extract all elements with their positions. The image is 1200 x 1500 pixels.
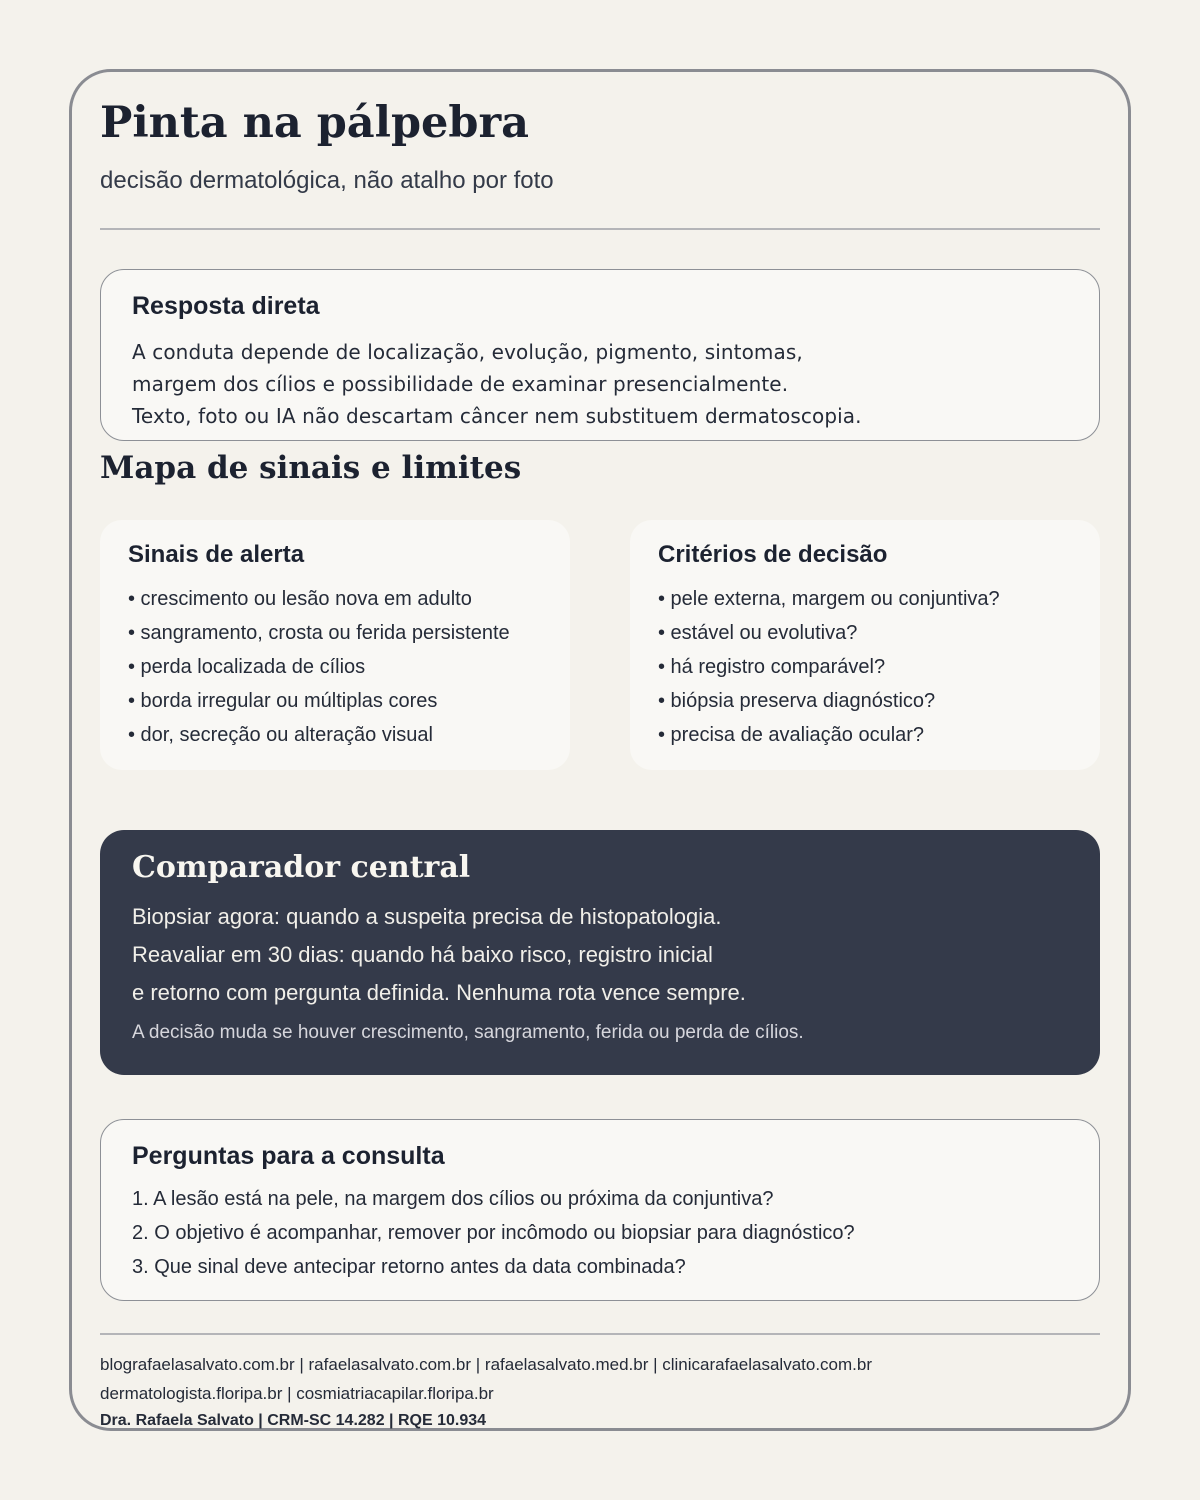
list-item: • estável ou evolutiva? — [658, 622, 858, 644]
author-signature: Dra. Rafaela Salvato | CRM-SC 14.282 | RQE 10.934 — [100, 1412, 487, 1429]
direct-answer-title: Resposta direta — [132, 292, 320, 320]
comparator-note: A decisão muda se houver crescimento, sangramento, ferida ou perda de cílios. — [132, 1022, 804, 1043]
direct-answer-line: margem dos cílios e possibilidade de examinar presencialmente. — [132, 372, 789, 396]
direct-answer-text — [132, 336, 862, 432]
list-item: • biópsia preserva diagnóstico? — [658, 690, 936, 712]
comparator-text — [132, 898, 746, 1012]
direct-answer-line: Texto, foto ou IA não descartam câncer nem substituem dermatoscopia. — [132, 404, 862, 428]
list-item: • borda irregular ou múltiplas cores — [128, 690, 438, 712]
comparator-line: e retorno com pergunta definida. Nenhuma rota vence sempre. — [132, 980, 746, 1005]
list-item: 3. Que sinal deve antecipar retorno antes da data combinada? — [132, 1256, 686, 1278]
footer-links-line: blografaelasalvato.com.br | rafaelasalvato.com.br | rafaelasalvato.med.br | clinicarafaelasalvato.com.br — [100, 1355, 873, 1374]
header-divider — [100, 228, 1100, 230]
map-section-title: Mapa de sinais e limites — [100, 450, 522, 486]
list-item: • crescimento ou lesão nova em adulto — [128, 588, 472, 610]
comparator-title: Comparador central — [132, 850, 471, 885]
list-item: • dor, secreção ou alteração visual — [128, 724, 433, 746]
list-item: • há registro comparável? — [658, 656, 886, 678]
consultation-questions-list — [132, 1182, 855, 1284]
list-item: 2. O objetivo é acompanhar, remover por incômodo ou biopsiar para diagnóstico? — [132, 1222, 855, 1244]
direct-answer-line: A conduta depende de localização, evolução, pigmento, sintomas, — [132, 340, 803, 364]
list-item: • precisa de avaliação ocular? — [658, 724, 925, 746]
decision-criteria-title: Critérios de decisão — [658, 541, 888, 568]
direct-answer-card — [100, 269, 1100, 441]
comparator-line: Reavaliar em 30 dias: quando há baixo risco, registro inicial — [132, 942, 713, 967]
page-subtitle: decisão dermatológica, não atalho por foto — [100, 167, 554, 194]
footer-links-line: dermatologista.floripa.br | cosmiatriacapilar.floripa.br — [100, 1384, 494, 1403]
footer-divider — [100, 1333, 1100, 1335]
decision-criteria-card — [630, 520, 1100, 770]
consultation-questions-card — [100, 1119, 1100, 1301]
page-title: Pinta na pálpebra — [100, 98, 529, 148]
list-item: • perda localizada de cílios — [128, 656, 366, 678]
list-item: 1. A lesão está na pele, na margem dos cílios ou próxima da conjuntiva? — [132, 1188, 774, 1210]
comparator-line: Biopsiar agora: quando a suspeita precisa de histopatologia. — [132, 904, 722, 929]
list-item: • sangramento, crosta ou ferida persistente — [128, 622, 510, 644]
consultation-questions-title: Perguntas para a consulta — [132, 1142, 445, 1170]
central-comparator-card — [100, 830, 1100, 1075]
warning-signs-title: Sinais de alerta — [128, 541, 305, 568]
footer — [100, 1350, 872, 1432]
list-item: • pele externa, margem ou conjuntiva? — [658, 588, 1000, 610]
decision-criteria-list — [658, 582, 1000, 752]
warning-signs-card — [100, 520, 570, 770]
warning-signs-list — [128, 582, 510, 752]
